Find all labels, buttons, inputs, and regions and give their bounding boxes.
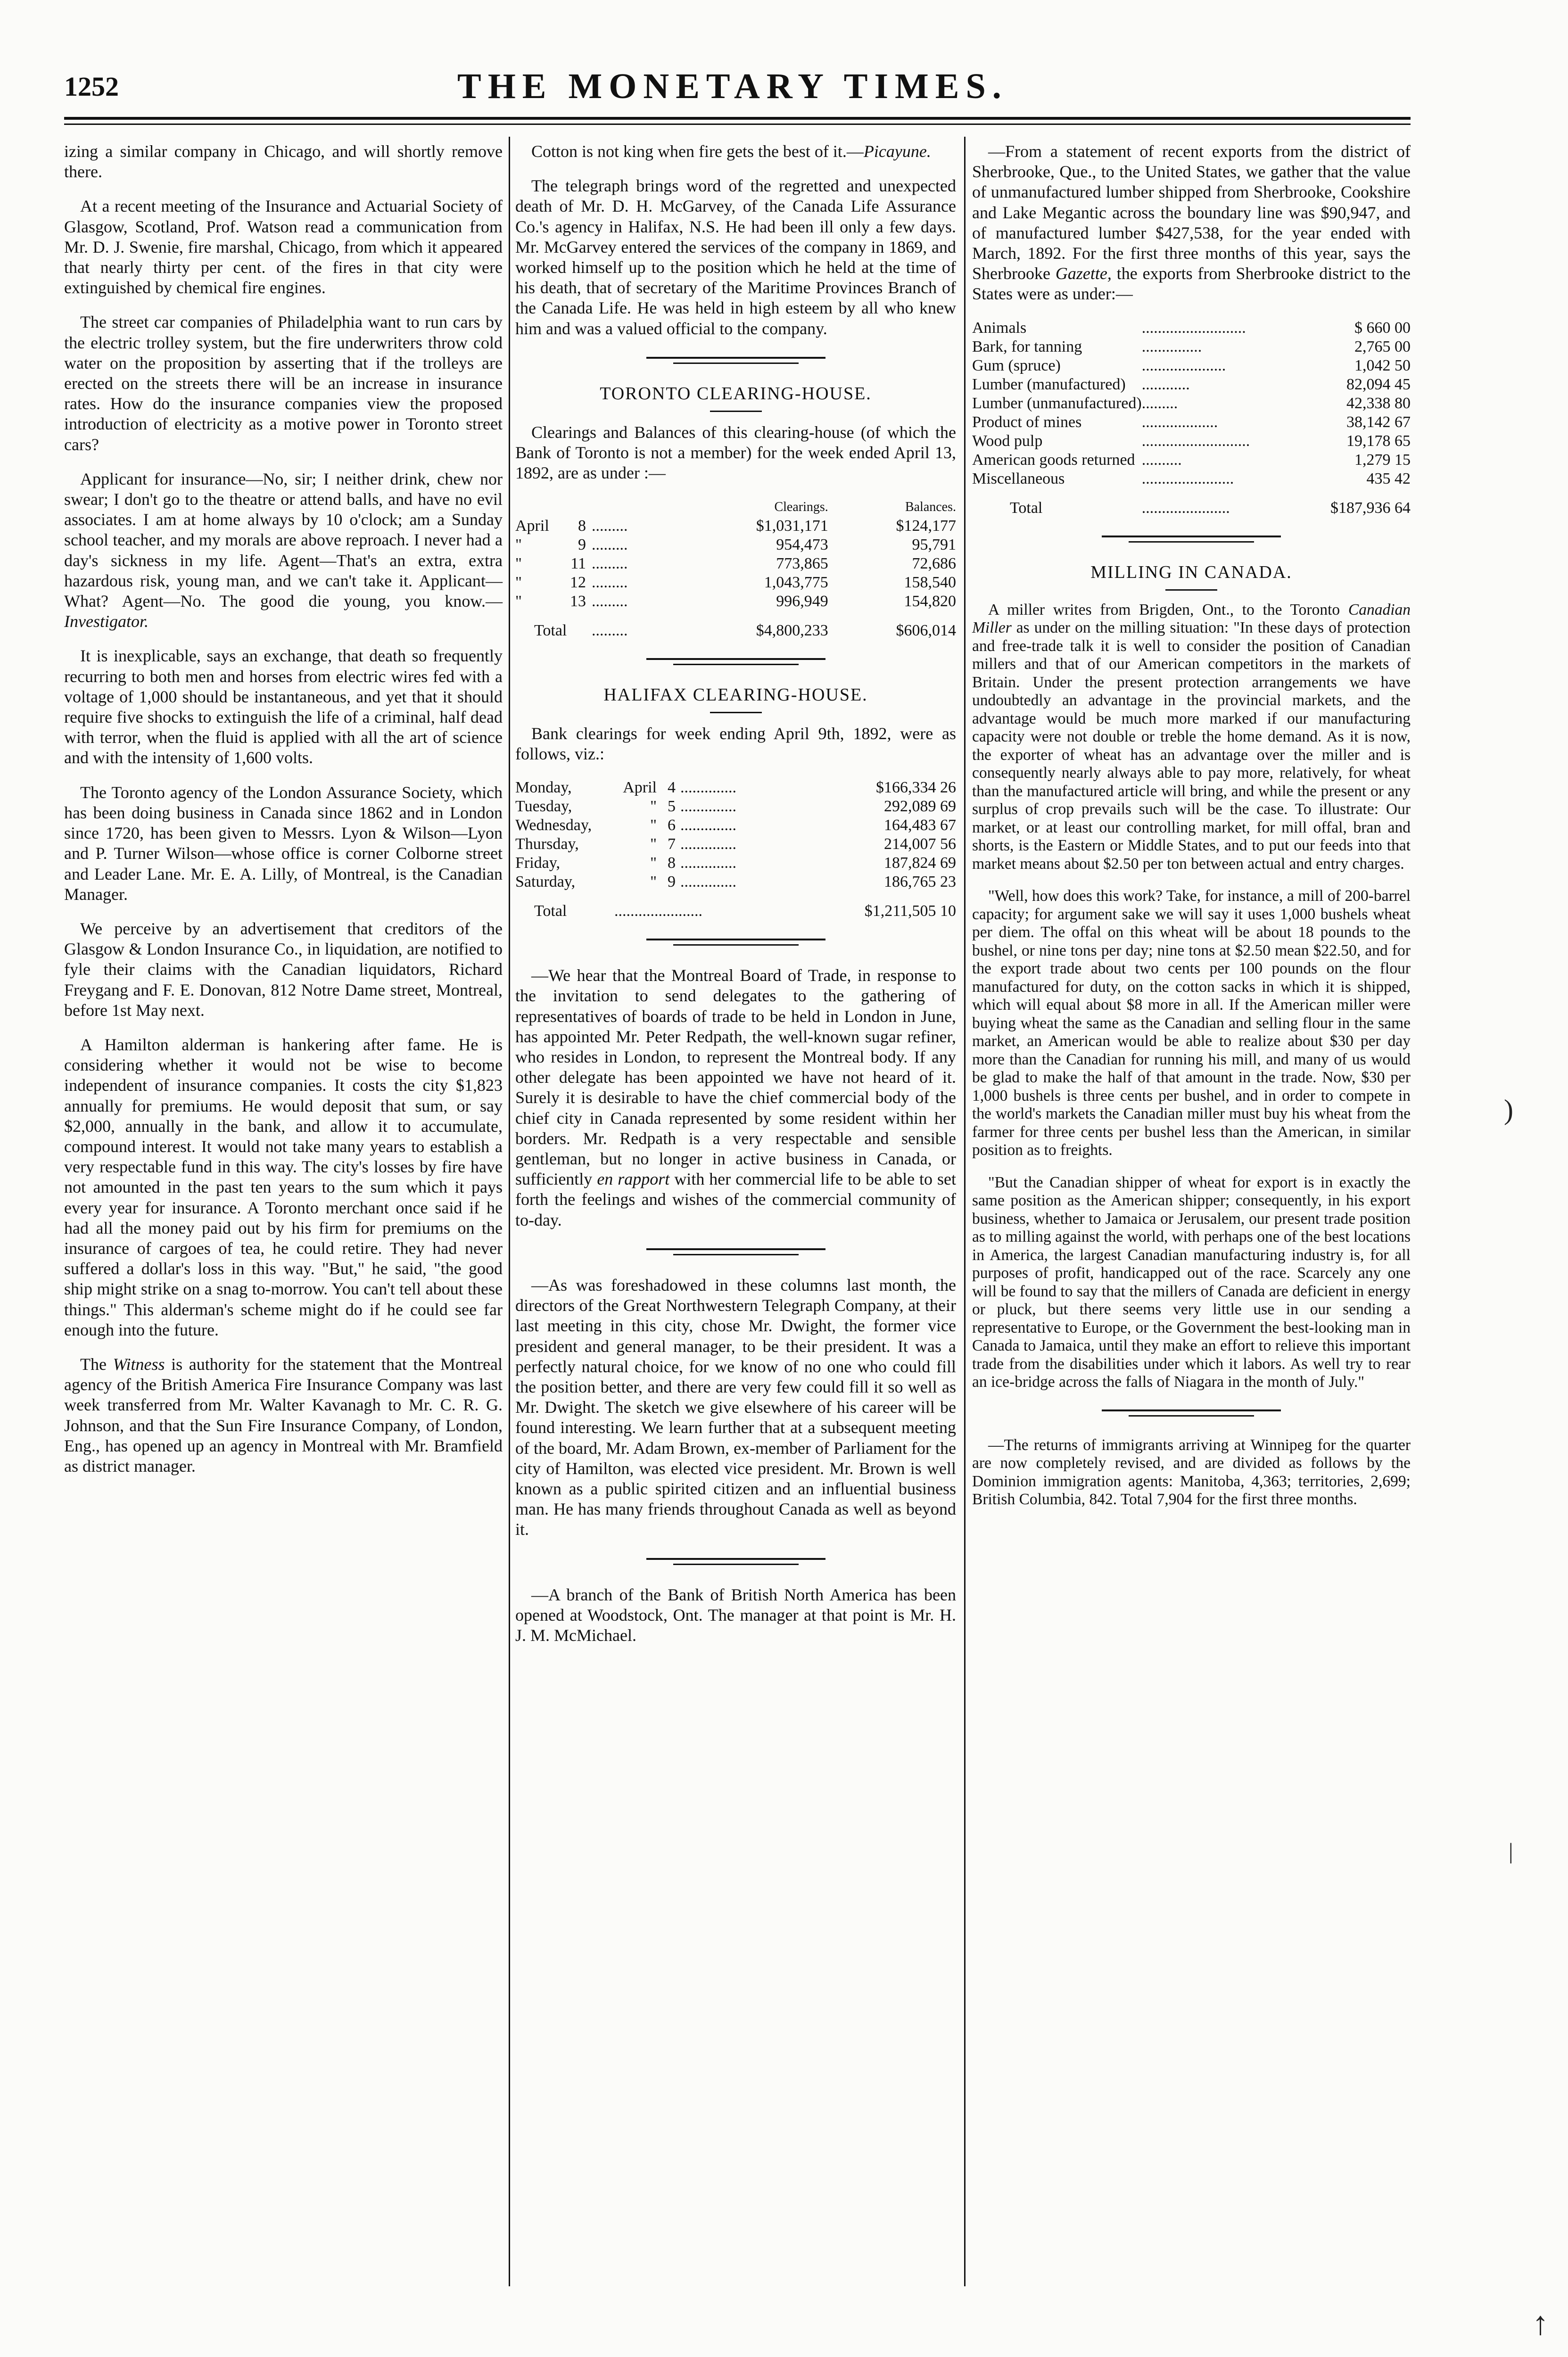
table-row: Bark, for tanning ............... 2,765 00: [972, 338, 1411, 355]
paragraph-text: with her commercial life to be able to set forth the feelings and wishes of the commercial community of to-day.: [515, 1170, 957, 1229]
table-total-row: Total ......... $4,800,233 $606,014: [534, 621, 956, 639]
table-row: " 13 ......... 996,949 154,820: [515, 592, 956, 610]
newspaper-name: Gazette,: [1055, 264, 1112, 283]
table-row: Tuesday, " 5 .............. 292,089 69: [515, 798, 956, 816]
table-header-row: [515, 498, 956, 517]
paragraph: It is inexplicable, says an exchange, that death so frequently recurring to both men and horses from electric wires fed with a voltage of 1,000 should be instantaneous, and yet that it should require five shocks to extinguish the life of a criminal, half dead with terror, when the fluid is applied with all the art of science and with the intensity of 1,600 volts.: [64, 646, 503, 767]
table-row: Thursday, " 7 .............. 214,007 56: [515, 835, 956, 853]
table-row: " 11 ......... 773,865 72,686: [515, 554, 956, 572]
column-1: [64, 141, 503, 1491]
paragraph-text: as under on the milling situation: "In these days of protection and free-trade talk it is well to consider the position of Canadian millers and that of our American competitors in the markets of Britain. Under the present protection arrangements we have undoubtedly an advantage in the provincial markets, and the advantage would be much more marked if our manufacturing capacity were not double or treble the home demand. As it is now, the exporter of wheat has an advantage over the miller and is consequently nearly always able to pay more, relatively, for wheat than the manufactured article will bring, and while the present or any surplus of crop prevails such will be the case. To illustrate: Our market, or at least our controlling market, for mill offal, bran and shorts, is the Eastern or Middle States, and to put our feeds into that market means about $2.50 per ton between actual and entry charges.: [972, 619, 1411, 873]
milling-heading: MILLING IN CANADA.: [1090, 562, 1292, 582]
table-row: Wednesday, " 6 .............. 164,483 67: [515, 816, 956, 834]
section-separator: [1102, 536, 1281, 543]
column-header: Balances.: [905, 499, 956, 514]
source-credit: Investigator.: [64, 612, 149, 631]
halifax-clearing-table: [515, 778, 956, 921]
table-row: Gum (spruce) ..................... 1,042 50: [972, 356, 1411, 374]
paragraph-text: —We hear that the Montreal Board of Trade, in response to the invitation to send delegates to the gathering of representatives of boards of trade to be held in London in June, has appointed Mr. Peter Redpath, the well-known sugar refiner, who resides in London, to represent the Montreal body. If any other delegate has been appointed we have not heard of it. Surely it is desirable to have the chief commercial body of the chief city in Canada represented by some resident within her borders. Mr. Redpath is a very respectable and sensible gentleman, but no longer in active business in Canada, or sufficiently: [515, 966, 956, 1189]
margin-mark: |: [1509, 1839, 1513, 1864]
section-separator: [646, 1248, 825, 1255]
margin-mark: ↑: [1532, 2306, 1549, 2342]
table-row: Lumber (unmanufactured) ......... 42,338 80: [972, 394, 1411, 412]
italic-phrase: en rapport: [597, 1170, 670, 1189]
paragraph-text: —From a statement of recent exports from the district of Sherbrooke, Que., to the United States, we gather that the value of unmanufactured lumber shipped from Sherbrooke, Cookshire and Lake Megantic across the boundary line was $90,947, and of manufactured lumber $427,538, for the year ended with March, 1892. For the first three months of this year, says the Sherbrooke: [972, 142, 1411, 283]
paragraph: The Toronto agency of the London Assurance Society, which has been doing business in Canada since 1862 and in London since 1720, has been given to Messrs. Lyon & Wilson—Lyon and P. Turner Wilson—whose office is corner Colborne street and Leader Lane. Mr. E. A. Lilly, of Montreal, is the Canadian Manager.: [64, 783, 503, 904]
paragraph: [972, 141, 1411, 305]
paragraph: [64, 469, 503, 632]
table-row: Miscellaneous ....................... 435 42: [972, 470, 1411, 487]
paragraph: At a recent meeting of the Insurance and Actuarial Society of Glasgow, Scotland, Prof. Watson read a communication from Mr. D. J. Swenie, fire marshal, Chicago, from which it appeared that nearly thirty per cent. of the fires in that city were extinguished by chemical fire engines.: [64, 197, 503, 297]
table-total-row: Total ...................... $187,936 64: [1010, 499, 1411, 517]
paragraph: izing a similar company in Chicago, and will shortly remove there.: [64, 142, 503, 181]
heading-dash: [1165, 589, 1217, 591]
paragraph: The street car companies of Philadelphia want to run cars by the electric trolley system, but the fire underwriters throw cold water on the proposition by asserting that if the trolleys are erected on the streets there will be an increase in insurance rates. How do the insurance companies view the proposed introduction of electricity as a motive power in Toronto street cars?: [64, 313, 503, 454]
source-credit: Picayune.: [863, 142, 931, 161]
section-separator: [646, 658, 825, 665]
table-row: American goods returned .......... 1,279 15: [972, 451, 1411, 469]
paragraph: —The returns of immigrants arriving at Winnipeg for the quarter are now completely revised, and are divided as follows by the Dominion immigration agents: Manitoba, 4,363; territories, 2,699; British Columbia, 842. Total 7,904 for the first three months.: [972, 1436, 1411, 1508]
paragraph: "Well, how does this work? Take, for instance, a mill of 200-barrel capacity; for argument sake we will say it uses 1,000 bushels wheat per diem. The offal on this wheat will be about 18 pounds to the bushel, or nine tons per day; nine tons at $2.50 mean $22.50, and for the export trade about two cents per 100 pounds on the flour manufactured for duty, on the cotton sacks in which it is shipped, which will equal about $8 more in all. If the American miller were buying wheat the same as the Canadian and selling flour in the same market, an American would be able to realize about $30 per day more than the Canadian for running his mill, and many of us would be glad to make the half of that amount in the trade. Now, $30 per 1,000 bushels is three cents per bushel, and in order to compete in the world's markets the Canadian miller must buy his wheat from the farmer for three cents per bushel less than the American, in similar position as to freights.: [972, 887, 1411, 1159]
exports-table: [972, 319, 1411, 518]
paragraph: —As was foreshadowed in these columns last month, the directors of the Great Northwestern Telegraph Company, at their last meeting in this city, chose Mr. Dwight, the former vice president and general manager, to be their president. It was a perfectly natural choice, for we know of no one who could fill the position better, and there are very few could fill it so well as Mr. Dwight. The sketch we give elsewhere of his career will be found interesting. We learn further that at a subsequent meeting of the board, Mr. Adam Brown, ex-member of Parliament for the city of Hamilton, was elected vice president. Mr. Brown is well known as a public spirited citizen and an influential business man. He has many friends throughout Canada as well as beyond it.: [515, 1275, 956, 1539]
toronto-clearing-heading: TORONTO CLEARING-HOUSE.: [600, 383, 872, 404]
paragraph-text: The: [80, 1354, 107, 1374]
table-row: Product of mines ................... 38,142 67: [972, 413, 1411, 431]
paragraph: "But the Canadian shipper of wheat for export is in exactly the same position as the American shipper; consequently, in his export business, whether to Jamaica or Jerusalem, our present trade position as to milling against the world, with perhaps one of the best locations in America, the largest Canadian manufacturing industry is, for all purposes of profit, handicapped out of the race. Scarcely any one will be found to say that the millers of Canada are deficient in energy or pluck, but there seems very little use in our sending a representative to Europe, or the Government the best-looking man in Canada to Jamaica, until they make an effort to relieve this important trade from the disabilities under which it labors. As well try to rear an ice-bridge across the falls of Niagara in the month of July.": [972, 1173, 1411, 1391]
paragraph: The telegraph brings word of the regretted and unexpected death of Mr. D. H. McGarvey, of the Canada Life Assurance Co.'s agency in Halifax, N.S. He had been ill only a few days. Mr. McGarvey entered the services of the company in 1869, and worked himself up to the position which he held at the time of his death, that of secretary of the Maritime Provinces Branch of the Canada Life. He was held in high esteem by all who knew him and was a valued official to the company.: [515, 176, 956, 338]
section-separator: [646, 939, 825, 946]
table-row: Monday, April 4 .............. $166,334 26: [515, 779, 956, 797]
paragraph: [972, 601, 1411, 874]
paragraph: —A branch of the Bank of British North America has been opened at Woodstock, Ont. The manager at that point is Mr. H. J. M. McMichael.: [515, 1585, 956, 1645]
table-row: Friday, " 8 .............. 187,824 69: [515, 854, 956, 872]
newspaper-name: Witness: [113, 1354, 165, 1374]
column-divider-2: [964, 137, 966, 2286]
table-row: Lumber (manufactured) ............ 82,094 45: [972, 375, 1411, 393]
heading-dash: [710, 411, 762, 412]
paragraph: [64, 1354, 503, 1476]
heading-dash: [710, 712, 762, 713]
paragraph: Bank clearings for week ending April 9th, 1892, were as follows, viz.:: [515, 724, 956, 764]
halifax-clearing-heading: HALIFAX CLEARING-HOUSE.: [603, 684, 868, 705]
table-row: " 12 ......... 1,043,775 158,540: [515, 573, 956, 591]
section-separator: [646, 357, 825, 364]
column-3: [972, 141, 1411, 1523]
table-row: " 9 ......... 954,473 95,791: [515, 536, 956, 553]
margin-mark: ): [1504, 1094, 1513, 1125]
paragraph: A Hamilton alderman is hankering after fame. He is considering whether it would not be wise to become independent of insurance companies. It costs the city $1,823 annually for premiums. He would deposit that sum, or say $2,000, annually in the bank, and allow it to accumulate, compound interest. It would not take many years to establish a very respectable fund in this way. The city's losses by fire have not amounted in the past ten years to the sum which it pays every year for insurance. A Toronto merchant once said if he had all the money paid out by his firm for premiums on the insurance of cargoes of tea, he could retire. They had never suffered a dollar's loss in this way. "But," he said, "the good ship might strike on a snag to-morrow. You can't tell about these things." This alderman's scheme might do if he could see far enough into the future.: [64, 1035, 503, 1339]
paragraph: [515, 965, 956, 1230]
paragraph: Clearings and Balances of this clearing-house (of which the Bank of Toronto is not a member) for the week ended April 13, 1892, are as under :—: [515, 423, 956, 483]
paragraph: We perceive by an advertisement that creditors of the Glasgow & London Insurance Co., in liquidation, are notified to fyle their claims with the Canadian liquidators, Richard Freygang and F. E. Donovan, 812 Notre Dame street, Montreal, before 1st May next.: [64, 919, 503, 1020]
table-row: Saturday, " 9 .............. 186,765 23: [515, 873, 956, 891]
header-rule-thick: [64, 117, 1411, 120]
masthead-title: THE MONETARY TIMES.: [457, 66, 1008, 106]
milling-article: [972, 601, 1411, 1509]
paragraph-text: Applicant for insurance—No, sir; I neither drink, chew nor swear; I don't go to the theatre or attend balls, and have no evil associates. I am at home always by 10 o'clock; am a Sunday school teacher, and my morals are above reproach. I never had a day's sickness in my life. Agent—That's an extra, extra hazardous risk, young man, and we can't take it. Applicant—What? Agent—No. The good die young, you know.—: [64, 469, 503, 611]
paragraph: [515, 141, 956, 162]
paragraph-text: the exports from Sherbrooke district to the States were as under:—: [972, 264, 1411, 304]
table-total-row: Total ...................... $1,211,505 10: [534, 902, 956, 920]
section-separator: [1102, 1409, 1281, 1417]
paragraph-text: Cotton is not king when fire gets the best of it.—: [531, 142, 864, 161]
section-separator: [646, 1558, 825, 1565]
header-rule-thin: [64, 124, 1411, 125]
toronto-clearing-table: [515, 498, 956, 640]
table-row: April 8 ......... $1,031,171 $124,177: [515, 517, 956, 535]
table-row: Wood pulp ........................... 19,178 65: [972, 432, 1411, 450]
column-2: [515, 141, 956, 1660]
page-number: 1252: [64, 71, 119, 102]
column-divider-1: [509, 137, 510, 2286]
table-row: Animals .......................... $ 660 00: [972, 319, 1411, 337]
paragraph-text: is authority for the statement that the Montreal agency of the British America Fire Insurance Company was last week transferred from Mr. Walter Kavanagh to Mr. C. R. G. Johnson, and that the Sun Fire Insurance Company, of London, Eng., has opened up an agency in Montreal with Mr. Bramfield as district manager.: [64, 1354, 503, 1475]
column-header: Clearings.: [774, 499, 828, 514]
newspaper-name: Canadian Miller: [972, 601, 1411, 637]
paragraph-text: A miller writes from Brigden, Ont., to the Toronto: [988, 601, 1340, 618]
